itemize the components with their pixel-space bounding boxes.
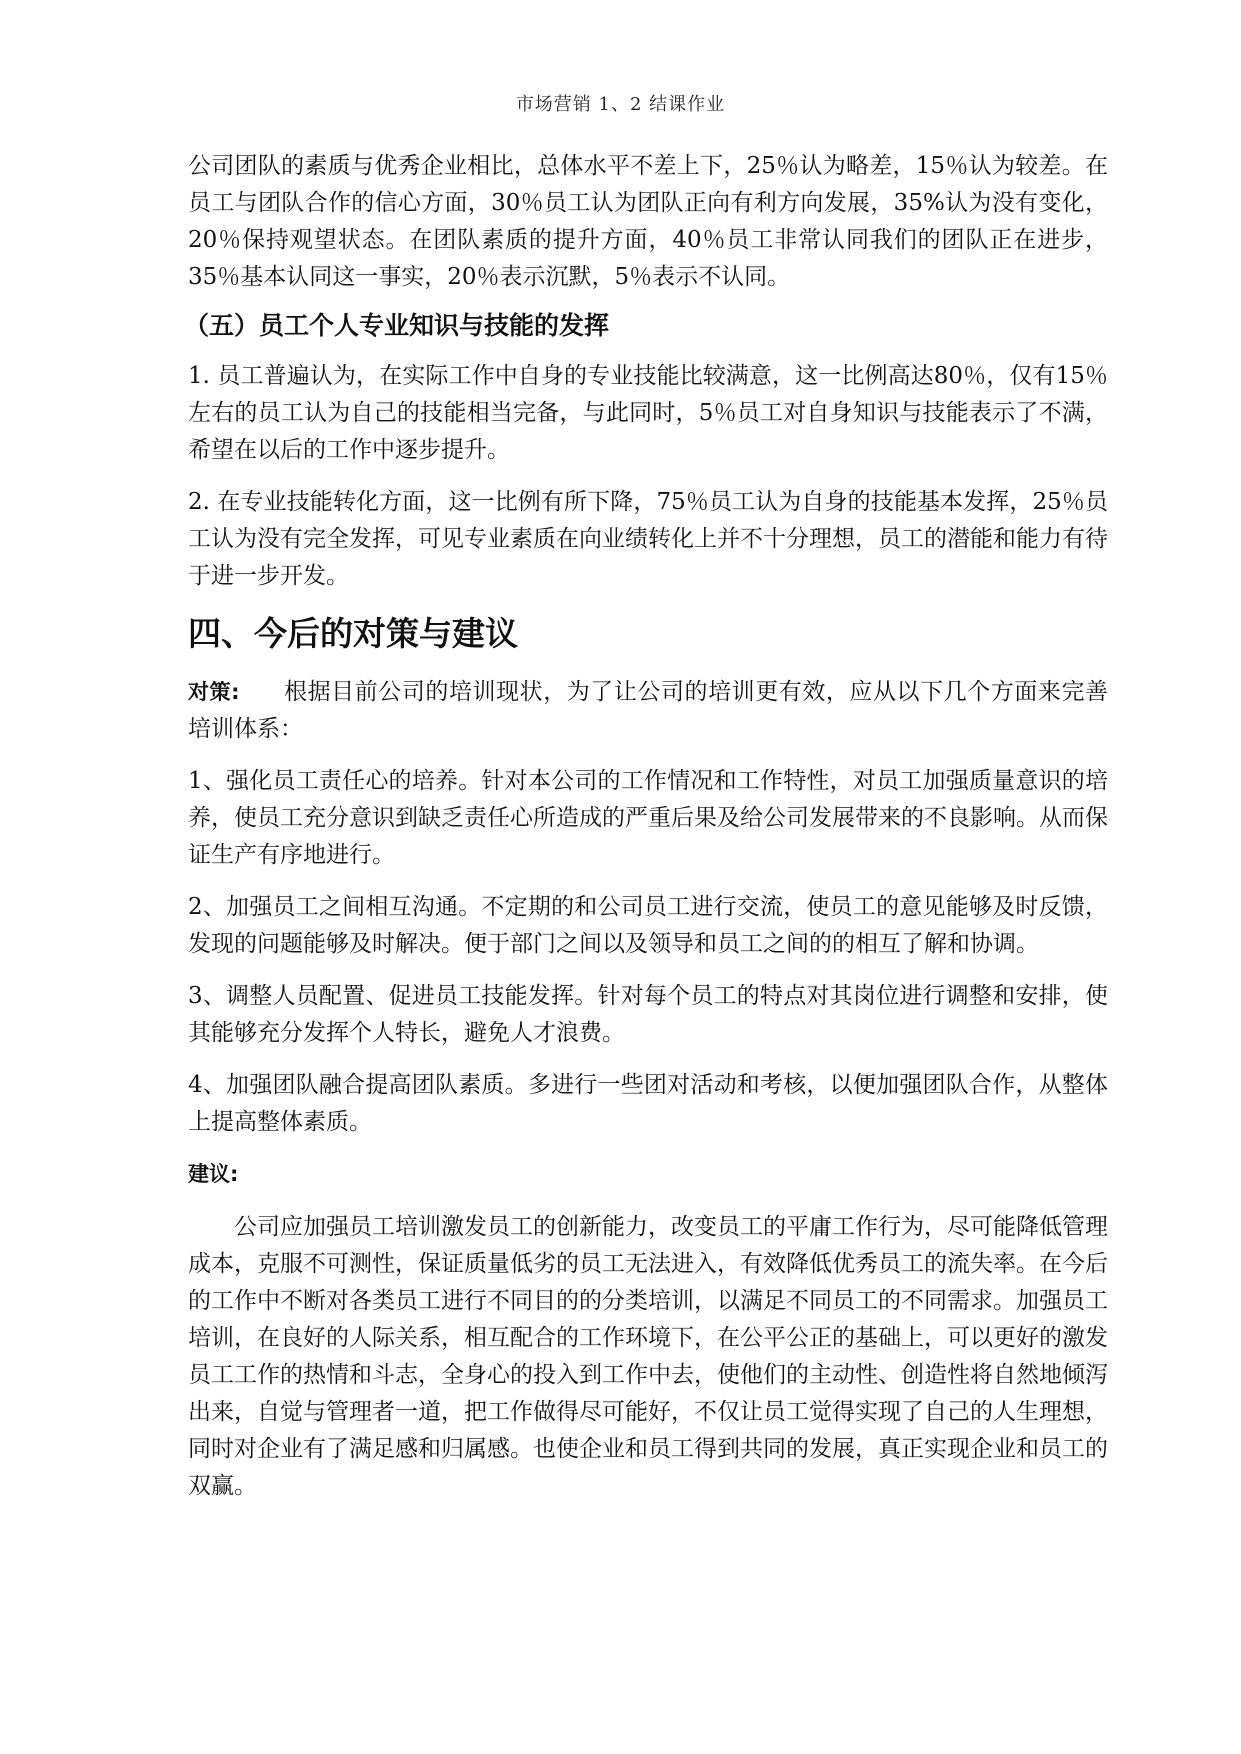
strategy-label: 对策: bbox=[188, 680, 240, 704]
section-five-heading: （五）员工个人专业知识与技能的发挥 bbox=[184, 311, 610, 340]
intro-paragraph: 公司团队的素质与优秀企业相比，总体水平不差上下，25％认为略差，15％认为较差。在员工与团队合作的信心方面，30％员工认为团队正向有利方向发展，35%认为没有变化，20％保持观望状态。在团队素质的提升方面，40％员工非常认同我们的团队正在进步，35％基本认同这一事实，20％表示沉默，5％表示不认同。 bbox=[188, 153, 1108, 290]
strategy-intro-paragraph bbox=[188, 674, 1108, 748]
suggestion-paragraph: 公司应加强员工培训激发员工的创新能力，改变员工的平庸工作行为，尽可能降低管理成本，克服不可测性，保证质量低劣的员工无法进入，有效降低优秀员工的流失率。在今后的工作中不断对各类员工进行不同目的的分类培训，以满足不同员工的不同需求。加强员工培训，在良好的人际关系，相互配合的工作环境下，在公平公正的基础上，可以更好的激发员工工作的热情和斗志，全身心的投入到工作中去，使他们的主动性、创造性将自然地倾泻出来，自觉与管理者一道，把工作做得尽可能好，不仅让员工觉得实现了自己的人生理想，同时对企业有了满足感和归属感。也使企业和员工得到共同的发展，真正实现企业和员工的双赢。 bbox=[188, 1214, 1108, 1499]
suggestion-label: 建议: bbox=[188, 1162, 239, 1186]
strategy-item-3: 3、调整人员配置、促进员工技能发挥。针对每个员工的特点对其岗位进行调整和安排，使其能够充分发挥个人特长，避免人才浪费。 bbox=[188, 983, 1108, 1046]
page-header: 市场营销 1、2 结课作业 bbox=[515, 94, 726, 115]
strategy-item-2: 2、加强员工之间相互沟通。不定期的和公司员工进行交流，使员工的意见能够及时反馈，发现的问题能够及时解决。便于部门之间以及领导和员工之间的的相互了解和协调。 bbox=[188, 894, 1108, 957]
strategy-item-1: 1、强化员工责任心的培养。针对本公司的工作情况和工作特性，对员工加强质量意识的培养，使员工充分意识到缺乏责任心所造成的严重后果及给公司发展带来的不良影响。从而保证生产有序地进行。 bbox=[188, 768, 1108, 868]
strategy-intro-text: 根据目前公司的培训现状，为了让公司的培训更有效，应从以下几个方面来完善培训体系： bbox=[188, 679, 1108, 742]
section-four-heading: 四、今后的对策与建议 bbox=[188, 614, 518, 653]
section-five-item-2: 2. 在专业技能转化方面，这一比例有所下降，75％员工认为自身的技能基本发挥，25％员工认为没有完全发挥，可见专业素质在向业绩转化上并不十分理想，员工的潜能和能力有待于进一步开发。 bbox=[188, 489, 1108, 589]
document-body bbox=[184, 148, 1108, 1520]
section-five-item-1: 1. 员工普遍认为，在实际工作中自身的专业技能比较满意，这一比例高达80％，仅有15％左右的员工认为自己的技能相当完备，与此同时，5％员工对自身知识与技能表示了不满，希望在以后的工作中逐步提升。 bbox=[188, 363, 1108, 463]
strategy-item-4: 4、加强团队融合提高团队素质。多进行一些团对活动和考核，以便加强团队合作，从整体上提高整体素质。 bbox=[188, 1072, 1108, 1135]
